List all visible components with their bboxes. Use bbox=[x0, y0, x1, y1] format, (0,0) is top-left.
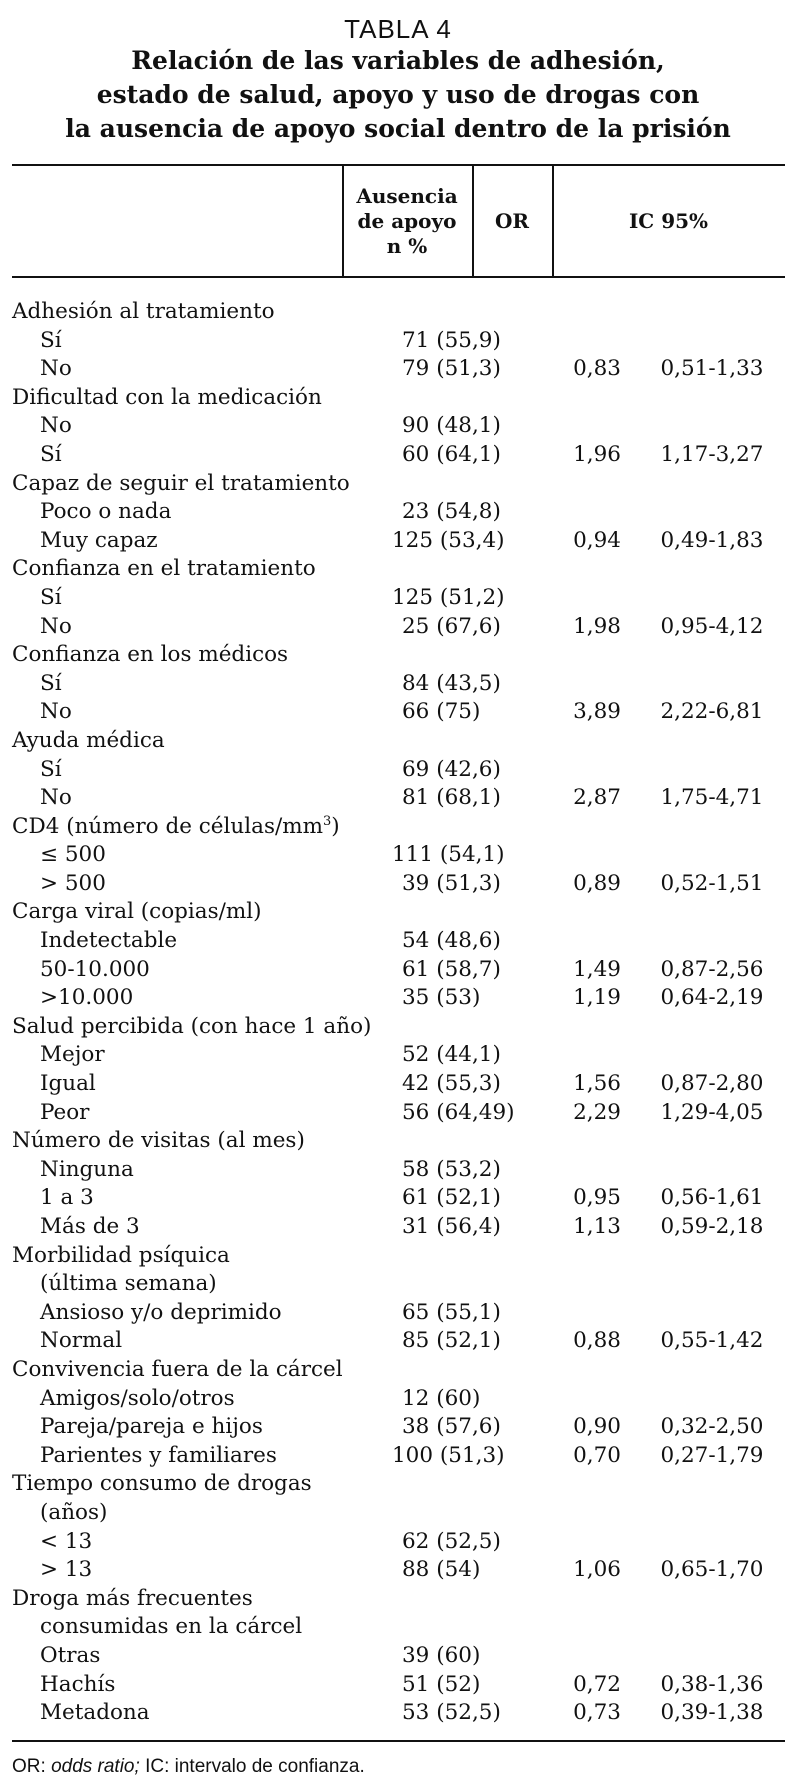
table-row bbox=[12, 927, 785, 956]
table-row bbox=[12, 1613, 785, 1642]
table-row bbox=[12, 841, 785, 870]
label-text: Metadona bbox=[40, 1700, 150, 1726]
cell-ic: 0,38-1,36 bbox=[660, 1671, 764, 1697]
cell-or: 0,73 bbox=[573, 1700, 621, 1726]
cell-or: 0,72 bbox=[573, 1671, 621, 1697]
cell-or: 1,06 bbox=[573, 1557, 621, 1583]
label-text: No bbox=[40, 785, 72, 811]
table-row bbox=[12, 1585, 785, 1614]
table-row bbox=[12, 727, 785, 756]
label-suffix: ) bbox=[331, 813, 340, 839]
cell-ic: 0,55-1,42 bbox=[660, 1328, 764, 1354]
group-label bbox=[12, 641, 288, 670]
label-text: consumidas en la cárcel bbox=[40, 1614, 303, 1640]
row-label bbox=[40, 984, 133, 1013]
table-row bbox=[12, 470, 785, 499]
cell-or: 0,95 bbox=[573, 1185, 621, 1211]
label-text: Pareja/pareja e hijos bbox=[40, 1414, 263, 1440]
cell-or: 1,96 bbox=[573, 441, 621, 467]
label-text: Mejor bbox=[40, 1042, 105, 1068]
table-row bbox=[12, 784, 785, 813]
row-label bbox=[40, 670, 62, 699]
label-text: Capaz de seguir el tratamiento bbox=[12, 470, 350, 496]
header-line: n % bbox=[386, 233, 428, 258]
cell-or: 1,13 bbox=[573, 1214, 621, 1239]
table-body bbox=[12, 278, 785, 1728]
table-row bbox=[12, 613, 785, 642]
row-label bbox=[40, 327, 62, 356]
table-row bbox=[12, 1070, 785, 1099]
header-ausencia bbox=[342, 166, 472, 276]
label-text: Droga más frecuentes bbox=[12, 1585, 253, 1611]
cell-n-percent: 61 (52,1) bbox=[402, 1185, 501, 1211]
bottom-rule bbox=[12, 1740, 785, 1742]
group-label bbox=[12, 384, 322, 413]
cell-n-percent: 38 (57,6) bbox=[402, 1414, 501, 1440]
cell-or: 2,87 bbox=[573, 785, 621, 811]
row-label bbox=[40, 613, 72, 642]
label-text: (última semana) bbox=[40, 1271, 217, 1297]
footnote-or-text: odds ratio; bbox=[51, 1755, 140, 1777]
label-text: Ansioso y/o deprimido bbox=[40, 1299, 282, 1325]
label-text: >10.000 bbox=[40, 985, 134, 1011]
label-text: (años) bbox=[40, 1499, 108, 1525]
cell-or: 1,49 bbox=[573, 956, 621, 982]
cell-n-percent: 58 (53,2) bbox=[402, 1156, 501, 1182]
row-label bbox=[40, 1099, 89, 1128]
title-line: Relación de las variables de adhesión, bbox=[131, 46, 665, 75]
cell-n-percent: 100 (51,3) bbox=[392, 1442, 505, 1468]
label-text: Salud percibida (con hace 1 año) bbox=[12, 1013, 372, 1039]
table-row bbox=[12, 412, 785, 441]
label-text: Ninguna bbox=[40, 1156, 134, 1182]
group-label bbox=[12, 1356, 343, 1385]
footnote-ic-text: IC: intervalo de confianza. bbox=[145, 1755, 365, 1777]
label-text: Dificultad con la medicación bbox=[12, 384, 322, 410]
cell-n-percent: 39 (51,3) bbox=[402, 870, 501, 896]
cell-ic: 0,87-2,80 bbox=[660, 1071, 764, 1097]
cell-ic: 0,59-2,18 bbox=[660, 1214, 764, 1239]
cell-ic: 1,75-4,71 bbox=[660, 785, 764, 811]
cell-or: 1,98 bbox=[573, 613, 621, 639]
cell-ic: 0,56-1,61 bbox=[660, 1185, 764, 1211]
table-row bbox=[12, 1642, 785, 1671]
label-text: 1 a 3 bbox=[40, 1185, 94, 1211]
cell-n-percent: 42 (55,3) bbox=[402, 1071, 501, 1097]
table-row bbox=[12, 1013, 785, 1042]
footnote-or-abbr: OR: bbox=[12, 1755, 46, 1777]
table-row bbox=[12, 670, 785, 699]
label-superscript: 3 bbox=[323, 813, 332, 829]
cell-or: 0,90 bbox=[573, 1414, 621, 1440]
table-row bbox=[12, 1327, 785, 1356]
row-label bbox=[40, 1499, 107, 1528]
label-text: Amigos/solo/otros bbox=[40, 1385, 235, 1411]
cell-n-percent: 125 (53,4) bbox=[392, 527, 505, 553]
cell-ic: 0,52-1,51 bbox=[660, 870, 764, 896]
table-row bbox=[12, 1356, 785, 1385]
group-label bbox=[12, 470, 350, 499]
row-label bbox=[40, 841, 106, 870]
label-text: Indetectable bbox=[40, 928, 178, 954]
row-label bbox=[40, 784, 72, 813]
label-text: Convivencia fuera de la cárcel bbox=[12, 1356, 343, 1382]
label-text: Muy capaz bbox=[40, 527, 158, 553]
label-text: Poco o nada bbox=[40, 499, 172, 525]
row-label bbox=[40, 527, 158, 556]
label-text: Número de visitas (al mes) bbox=[12, 1128, 305, 1154]
table-row bbox=[12, 1499, 785, 1528]
table-row bbox=[12, 1127, 785, 1156]
row-label bbox=[40, 1442, 277, 1471]
cell-n-percent: 25 (67,6) bbox=[402, 613, 501, 639]
table-row bbox=[12, 1699, 785, 1728]
cell-or: 0,83 bbox=[573, 356, 621, 382]
row-label bbox=[40, 870, 106, 899]
label-text: No bbox=[40, 613, 72, 639]
row-label bbox=[40, 927, 177, 956]
table-caption bbox=[0, 0, 796, 146]
table-title bbox=[0, 44, 796, 146]
cell-ic: 0,87-2,56 bbox=[660, 956, 764, 982]
footnote bbox=[12, 1756, 785, 1778]
cell-ic: 0,27-1,79 bbox=[660, 1442, 764, 1468]
group-label bbox=[12, 555, 316, 584]
group-label bbox=[12, 813, 340, 842]
group-label bbox=[12, 298, 275, 327]
label-text: Morbilidad psíquica bbox=[12, 1242, 230, 1268]
group-label bbox=[12, 727, 165, 756]
table-row bbox=[12, 441, 785, 470]
cell-ic: 2,22-6,81 bbox=[660, 699, 764, 725]
group-label bbox=[12, 1013, 371, 1042]
row-label bbox=[40, 1327, 122, 1356]
table-row bbox=[12, 756, 785, 785]
table-header bbox=[12, 164, 785, 278]
cell-or: 0,70 bbox=[573, 1442, 621, 1468]
label-text: Hachís bbox=[40, 1671, 116, 1697]
cell-or: 1,19 bbox=[573, 985, 621, 1011]
label-text: Tiempo consumo de drogas bbox=[12, 1471, 312, 1497]
cell-n-percent: 61 (58,7) bbox=[402, 956, 501, 982]
cell-n-percent: 62 (52,5) bbox=[402, 1528, 501, 1554]
cell-ic: 1,29-4,05 bbox=[660, 1099, 764, 1125]
header-line: de apoyo bbox=[357, 208, 457, 233]
row-label bbox=[40, 1413, 263, 1442]
cell-n-percent: 54 (48,6) bbox=[402, 928, 501, 954]
label-text: Parientes y familiares bbox=[40, 1442, 277, 1468]
cell-or: 3,89 bbox=[573, 699, 621, 725]
cell-or: 0,94 bbox=[573, 527, 621, 553]
label-text: Más de 3 bbox=[40, 1214, 140, 1239]
table-row bbox=[12, 584, 785, 613]
row-label bbox=[40, 1699, 150, 1728]
row-label bbox=[40, 1613, 302, 1642]
table-row bbox=[12, 1528, 785, 1557]
group-label bbox=[12, 1470, 312, 1499]
cell-n-percent: 51 (52) bbox=[402, 1671, 481, 1697]
row-label bbox=[40, 1213, 140, 1242]
cell-n-percent: 111 (54,1) bbox=[392, 842, 505, 868]
cell-ic: 0,32-2,50 bbox=[660, 1414, 764, 1440]
label-text: Sí bbox=[40, 584, 62, 610]
cell-n-percent: 65 (55,1) bbox=[402, 1299, 501, 1325]
label-text: CD4 (número de células/mm bbox=[12, 813, 324, 839]
row-label bbox=[40, 756, 62, 785]
table-row bbox=[12, 1242, 785, 1271]
row-label bbox=[40, 1385, 235, 1414]
row-label bbox=[40, 412, 72, 441]
row-label bbox=[40, 1041, 105, 1070]
label-text: Confianza en el tratamiento bbox=[12, 556, 316, 582]
row-label bbox=[40, 1070, 96, 1099]
table-row bbox=[12, 527, 785, 556]
cell-n-percent: 52 (44,1) bbox=[402, 1042, 501, 1068]
table-row bbox=[12, 898, 785, 927]
table-row bbox=[12, 956, 785, 985]
table-row bbox=[12, 384, 785, 413]
label-text: Sí bbox=[40, 441, 62, 467]
cell-n-percent: 79 (51,3) bbox=[402, 356, 501, 382]
table-row bbox=[12, 984, 785, 1013]
label-text: 50-10.000 bbox=[40, 956, 150, 982]
row-label bbox=[40, 1671, 115, 1700]
cell-n-percent: 35 (53) bbox=[402, 985, 481, 1011]
table-row bbox=[12, 698, 785, 727]
header-ic: IC 95% bbox=[628, 208, 709, 233]
cell-n-percent: 69 (42,6) bbox=[402, 756, 501, 782]
table-number: TABLA 4 bbox=[344, 14, 452, 44]
table-row bbox=[12, 1213, 785, 1242]
table-row bbox=[12, 870, 785, 899]
cell-n-percent: 71 (55,9) bbox=[402, 327, 501, 353]
label-text: Sí bbox=[40, 670, 62, 696]
row-label bbox=[40, 355, 72, 384]
cell-n-percent: 84 (43,5) bbox=[402, 670, 501, 696]
table-row bbox=[12, 498, 785, 527]
row-label bbox=[40, 956, 150, 985]
header-line: Ausencia bbox=[356, 183, 458, 208]
cell-n-percent: 88 (54) bbox=[402, 1557, 481, 1583]
cell-ic: 0,95-4,12 bbox=[660, 613, 764, 639]
cell-n-percent: 90 (48,1) bbox=[402, 413, 501, 439]
cell-n-percent: 85 (52,1) bbox=[402, 1328, 501, 1354]
row-label bbox=[40, 698, 72, 727]
table-row bbox=[12, 355, 785, 384]
label-text: Sí bbox=[40, 756, 62, 782]
row-label bbox=[40, 1528, 92, 1557]
label-text: Normal bbox=[40, 1328, 123, 1354]
label-text: Otras bbox=[40, 1642, 101, 1668]
cell-n-percent: 53 (52,5) bbox=[402, 1700, 501, 1726]
label-text: Adhesión al tratamiento bbox=[12, 299, 275, 324]
row-label bbox=[40, 1556, 92, 1585]
table-row bbox=[12, 1413, 785, 1442]
row-label bbox=[40, 441, 62, 470]
table-row bbox=[12, 1385, 785, 1414]
label-text: < 13 bbox=[40, 1528, 93, 1554]
table-row bbox=[12, 1099, 785, 1128]
label-text: ≤ 500 bbox=[40, 842, 106, 868]
table-row bbox=[12, 327, 785, 356]
table-row bbox=[12, 1299, 785, 1328]
cell-n-percent: 23 (54,8) bbox=[402, 499, 501, 525]
title-line: la ausencia de apoyo social dentro de la prisión bbox=[65, 114, 731, 143]
label-text: No bbox=[40, 413, 72, 439]
cell-n-percent: 31 (56,4) bbox=[402, 1214, 501, 1239]
row-label bbox=[40, 1642, 100, 1671]
row-label bbox=[40, 1156, 134, 1185]
table-row bbox=[12, 1470, 785, 1499]
cell-ic: 0,64-2,19 bbox=[660, 985, 764, 1011]
label-text: No bbox=[40, 699, 72, 725]
cell-ic: 0,51-1,33 bbox=[660, 356, 764, 382]
row-label bbox=[40, 498, 171, 527]
cell-ic: 0,65-1,70 bbox=[660, 1557, 764, 1583]
table-row bbox=[12, 1184, 785, 1213]
title-line: estado de salud, apoyo y uso de drogas con bbox=[96, 80, 700, 109]
label-text: Ayuda médica bbox=[12, 727, 165, 753]
table-row bbox=[12, 1270, 785, 1299]
label-text: > 500 bbox=[40, 870, 106, 896]
label-text: Confianza en los médicos bbox=[12, 642, 289, 668]
table-row bbox=[12, 1442, 785, 1471]
row-label bbox=[40, 584, 62, 613]
cell-n-percent: 81 (68,1) bbox=[402, 785, 501, 811]
table-row bbox=[12, 1156, 785, 1185]
cell-n-percent: 12 (60) bbox=[402, 1385, 481, 1411]
table-row bbox=[12, 641, 785, 670]
table-row bbox=[12, 555, 785, 584]
group-label bbox=[12, 898, 262, 927]
cell-n-percent: 60 (64,1) bbox=[402, 441, 501, 467]
cell-n-percent: 39 (60) bbox=[402, 1642, 481, 1668]
row-label bbox=[40, 1299, 282, 1328]
group-label bbox=[12, 1127, 305, 1156]
row-label bbox=[40, 1184, 94, 1213]
cell-ic: 1,17-3,27 bbox=[660, 441, 764, 467]
table-row bbox=[12, 813, 785, 842]
row-label bbox=[40, 1270, 217, 1299]
table-row bbox=[12, 1041, 785, 1070]
table-row bbox=[12, 298, 785, 327]
table-row bbox=[12, 1671, 785, 1700]
cell-ic: 0,39-1,38 bbox=[660, 1700, 764, 1726]
label-text: Igual bbox=[40, 1071, 96, 1097]
group-label bbox=[12, 1585, 253, 1614]
label-text: No bbox=[40, 356, 72, 382]
label-text: Peor bbox=[40, 1099, 90, 1125]
header-or: OR bbox=[494, 208, 530, 233]
cell-n-percent: 66 (75) bbox=[402, 699, 481, 725]
label-text: Sí bbox=[40, 327, 62, 353]
data-table bbox=[12, 164, 785, 1778]
table-row bbox=[12, 1556, 785, 1585]
cell-n-percent: 125 (51,2) bbox=[392, 584, 505, 610]
cell-or: 2,29 bbox=[573, 1099, 621, 1125]
label-text: Carga viral (copias/ml) bbox=[12, 899, 262, 925]
cell-ic: 0,49-1,83 bbox=[660, 527, 764, 553]
label-text: > 13 bbox=[40, 1557, 93, 1583]
cell-or: 0,88 bbox=[573, 1328, 621, 1354]
group-label bbox=[12, 1242, 230, 1271]
cell-or: 1,56 bbox=[573, 1071, 621, 1097]
cell-or: 0,89 bbox=[573, 870, 621, 896]
cell-n-percent: 56 (64,49) bbox=[402, 1099, 515, 1125]
